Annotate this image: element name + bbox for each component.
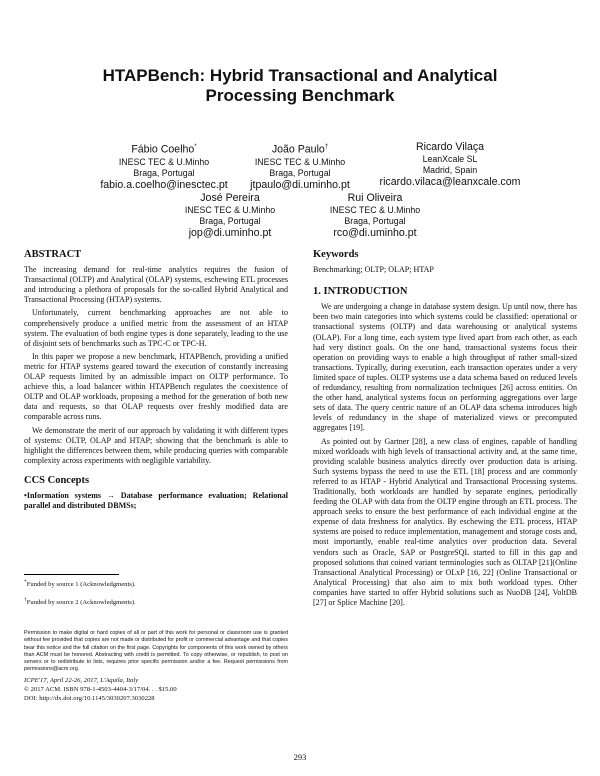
author-email[interactable]: fabio.a.coelho@inesctec.pt [100, 178, 228, 191]
author-email[interactable]: rco@di.uminho.pt [333, 227, 417, 239]
abstract-paragraph: The increasing demand for real-time analytics requires the fusion of Transactional (OLTP) and Analytical (OLAP) systems, eschewing ETL processes and introducing a plethora of proposals for the so-called Hybrid Analytical and Transactional Processing (HTAP) systems. [24, 265, 288, 305]
right-column [313, 250, 577, 611]
paper-title-line-1: HTAPBench: Hybrid Transactional and Analytical [102, 66, 498, 85]
ccs-heading: CCS Concepts [24, 474, 90, 486]
author-location: Braga, Portugal [199, 216, 261, 226]
author-block [368, 141, 532, 189]
author-block [305, 192, 445, 240]
keywords-text: Benchmarking; OLTP; OLAP; HTAP [313, 265, 434, 275]
introduction-paragraph: As pointed out by Gartner [28], a new class of engines, capable of handling mixed workloads with high levels of transactional activity and, at the same time, providing scalable business analytics directly over production data is arising. Such systems bypass the need to use the ETL [18] process and are commonly referred to as HTAP - Hybrid Analytical and Transactional Processing systems. Traditionally, both workloads are handled by separate engines, periodically feeding the OLAP with data from the OLTP engine through an ETL process. The approach seeks to ensure the best performance of each individual engine at the expense of data freshness for analytics. By eschewing the ETL process, HTAP systems are poised to reduce implementation, management and storage costs and, most importantly, enable real-time analytics over production data. Several vendors such as Oracle, SAP or PostgreSQL started to fill in this gap and proposed solutions that coined variant terminologies such as OLTAP [21](Online Transactional Analytical Processing) or OLxP [16, 22] (Online Transactional or Analytical Processing) that also aim to mix both workload types. Other companies have started to offer Hybrid solutions such as NuoDB [24], VoltDB [27] or Splice Machine [20]. [313, 436, 577, 607]
paper-title [40, 66, 560, 106]
footnote-rule [24, 574, 119, 575]
left-column [24, 250, 288, 511]
author-email[interactable]: ricardo.vilaca@leanxcale.com [379, 176, 521, 188]
footnote: †Funded by source 2 (Acknowledgments). [24, 596, 136, 607]
footnotes [24, 578, 288, 608]
author-block [230, 141, 370, 192]
author-affiliation: INESC TEC & U.Minho [118, 156, 210, 167]
permission-block [24, 630, 288, 703]
author-block [88, 141, 240, 192]
author-name: João Paulo† [271, 143, 329, 156]
author-location: Braga, Portugal [133, 167, 195, 178]
author-name: Ricardo Vilaça [415, 141, 485, 153]
author-affiliation: LeanXcale SL [422, 154, 478, 164]
author-affiliation: INESC TEC & U.Minho [184, 205, 276, 215]
page-number: 293 [293, 752, 307, 762]
doi-link[interactable]: DOI: http://dx.doi.org/10.1145/3030207.3030228 [24, 694, 155, 702]
copyright-info: © 2017 ACM. ISBN 978-1-4503-4404-3/17/04. . . $15.00 [24, 685, 177, 693]
author-name: Rui Oliveira [347, 192, 403, 204]
abstract-paragraph: We demonstrate the merit of our approach by validating it with different types of systems: OLTP, OLAP and HTAP; showing that the benchmark is able to highlight the differences between them, while producing queries with comparable complexity across experiments with negligible variability. [24, 425, 288, 465]
ccs-concepts: •Information systems → Database performance evaluation; Relational parallel and distributed DBMSs; [24, 490, 288, 511]
author-location: Madrid, Spain [422, 165, 478, 175]
author-affiliation: INESC TEC & U.Minho [254, 156, 346, 167]
keywords-heading: Keywords [313, 249, 359, 260]
introduction-paragraph: We are undergoing a change in database system design. Up until now, there has been two main categories into which systems could be classified: operational or transactional systems (OLTP) and data warehousing or analytical systems (OLAP). For a long time, each system type lived apart from each other, as each had very distinct goals. On the one hand, transactional systems focus their operation on providing ways to enable a high throughput of rather small-sized transactions. Typically, during execution, each transaction operates under a very limited space of tuples. OLTP systems use a data schema based on reduced levels of redundancy, resulting from normalization techniques [26] across entities. On the other hand, analytical systems focus on performing aggregations over large sets of data. The query centric nature of an OLAP data schema introduces high levels of redundancy in the shape of materialized views or precomputed aggregates [19]. [313, 302, 577, 433]
author-email[interactable]: jtpaulo@di.uminho.pt [250, 178, 350, 191]
author-email[interactable]: jop@di.uminho.pt [188, 227, 272, 239]
abstract-paragraph: In this paper we propose a new benchmark, HTAPBench, providing a unified metric for HTAP systems geared toward the execution of constantly increasing OLAP requests limited by an admissible impact on OLTP performance. To achieve this, a load balancer within HTAPBench regulates the coexistence of OLTP and OLAP workloads, proposing a method for the generation of both new data and requests, so that OLAP requests over freshly modified data are comparable across runs. [24, 351, 288, 422]
author-location: Braga, Portugal [344, 216, 406, 226]
author-name: José Pereira [200, 192, 260, 204]
paper-title-line-2: Processing Benchmark [205, 86, 395, 105]
abstract-heading: ABSTRACT [24, 249, 82, 260]
author-location: Braga, Portugal [269, 167, 331, 178]
conference-info: ICPE'17, April 22-26, 2017, L'Aquila, Italy [24, 676, 139, 684]
introduction-heading: 1. INTRODUCTION [313, 286, 408, 298]
author-name: Fábio Coelho* [131, 143, 197, 156]
footnote: *Funded by source 1 (Acknowledgments). [24, 579, 136, 589]
permission-text: Permission to make digital or hard copies of all or part of this work for personal or classroom use is granted without fee provided that copies are not made or distributed for profit or commercial advantage and that copies bear this notice and the full citation on the first page. Copyrights for components of this work owned by others than ACM must be honored. Abstracting with credit is permitted. To copy otherwise, or republish, to post on servers or to redistribute to lists, requires prior specific permission and/or a fee. Request permissions from permissions@acm.org. [24, 630, 288, 673]
author-block [160, 192, 300, 240]
abstract-paragraph: Unfortunately, current benchmarking approaches are not able to comprehensively produce a unified metric from the assessment of an HTAP system. The evaluation of both engine types is done separately, leading to the use of disjoint sets of benchmarks such as TPC-C or TPC-H. [24, 308, 288, 348]
author-affiliation: INESC TEC & U.Minho [329, 205, 421, 215]
